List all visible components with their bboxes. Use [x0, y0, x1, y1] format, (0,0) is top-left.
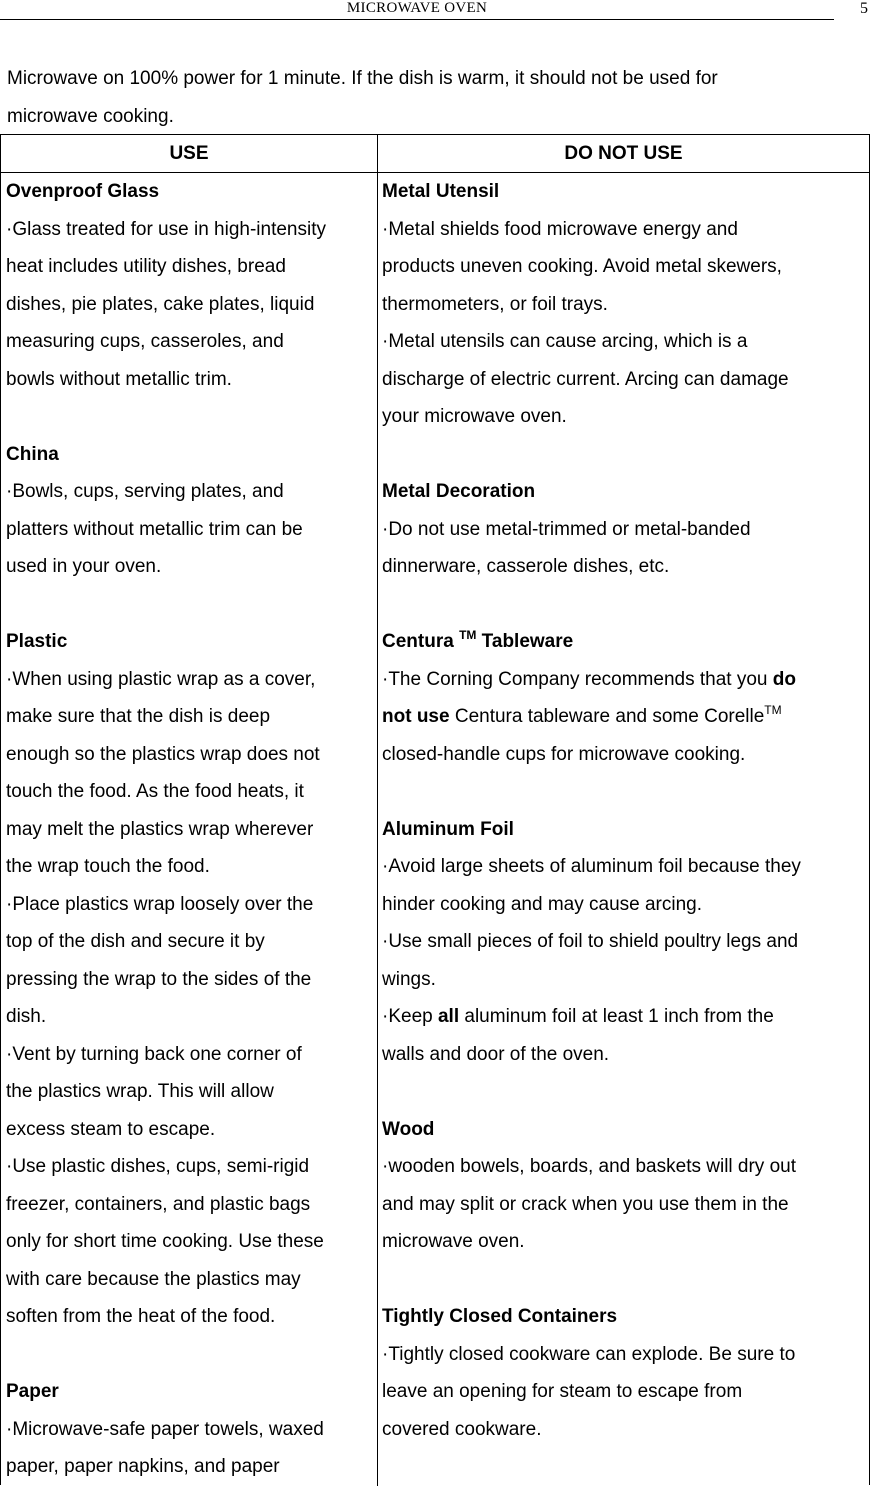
text-line: make sure that the dish is deep — [6, 706, 271, 727]
text-line: discharge of electric current. Arcing can damage — [382, 368, 789, 390]
text-line: thermometers, or foil trays. — [382, 293, 608, 315]
section-title-wood: Wood — [382, 1118, 435, 1140]
text-line: closed-handle cups for microwave cooking. — [382, 743, 746, 765]
microwave-utensils-table — [0, 134, 870, 1485]
section-title-ovenproof-glass: Ovenproof Glass — [6, 181, 160, 202]
spacer — [382, 773, 870, 811]
spacer — [382, 436, 870, 474]
use-column — [6, 173, 378, 1486]
intro-line: Microwave on 100% power for 1 minute. If the dish is warm, it should not be used for — [7, 68, 718, 89]
header-do-not-use: DO NOT USE — [564, 143, 683, 164]
intro-line: microwave cooking. — [7, 105, 174, 127]
text-line: ·Microwave-safe paper towels, waxed — [6, 1418, 324, 1440]
text-line: ·Avoid large sheets of aluminum foil because they — [382, 856, 801, 877]
text-line: hinder cooking and may cause arcing. — [382, 893, 703, 915]
page-number: 5 — [860, 0, 868, 17]
section-title-metal-decoration: Metal Decoration — [382, 481, 536, 502]
keep-bold: all — [437, 1006, 460, 1027]
spacer — [382, 1073, 870, 1111]
text-line: bowls without metallic trim. — [6, 368, 232, 390]
text-line: dinnerware, casserole dishes, etc. — [382, 556, 670, 577]
centura-line2-bold: not use — [382, 706, 450, 727]
spacer — [6, 586, 378, 624]
text-line — [382, 998, 870, 1036]
centura-line1-prefix: ·The Corning Company recommends that you — [382, 668, 773, 690]
page-header — [0, 0, 872, 22]
text-line: platters without metallic trim can be — [6, 518, 303, 540]
text-line — [382, 698, 870, 736]
trademark-mark: TM — [459, 628, 477, 642]
text-line: products uneven cooking. Avoid metal skewers, — [382, 256, 782, 277]
section-title-paper: Paper — [6, 1381, 59, 1402]
section-title-china: China — [6, 443, 59, 465]
text-line: with care because the plastics may — [6, 1268, 301, 1290]
text-line: only for short time cooking. Use these — [6, 1231, 324, 1252]
spacer — [382, 586, 870, 624]
text-line: ·Use small pieces of foil to shield poultry legs and — [382, 931, 799, 952]
text-line: enough so the plastics wrap does not — [6, 743, 320, 765]
keep-prefix: ·Keep — [382, 1006, 438, 1027]
text-line: ·Metal shields food microwave energy and — [382, 218, 738, 240]
text-line: excess steam to escape. — [6, 1118, 216, 1140]
section-title-tightly-closed-containers: Tightly Closed Containers — [382, 1306, 618, 1327]
text-line: ·Place plastics wrap loosely over the — [6, 893, 314, 915]
table-header-row — [1, 135, 869, 173]
keep-rest: aluminum foil at least 1 inch from the — [459, 1006, 774, 1027]
text-line: ·Glass treated for use in high-intensity — [6, 218, 326, 240]
text-line: paper, paper napkins, and paper — [6, 1456, 280, 1477]
intro-paragraph — [7, 60, 867, 135]
text-line: freezer, containers, and plastic bags — [6, 1193, 311, 1215]
centura-line2-rest: Centura tableware and some Corelle — [449, 706, 765, 727]
text-line: ·When using plastic wrap as a cover, — [6, 668, 316, 690]
text-line: and may split or crack when you use them in the — [382, 1193, 789, 1215]
centura-line1-bold: do — [772, 668, 796, 690]
text-line: ·Vent by turning back one corner of — [6, 1043, 302, 1065]
text-line: wings. — [382, 968, 436, 990]
header-rule — [0, 19, 834, 20]
text-line — [382, 661, 870, 699]
text-line: your microwave oven. — [382, 406, 567, 427]
text-line: ·Bowls, cups, serving plates, and — [6, 481, 284, 502]
text-line: covered cookware. — [382, 1418, 542, 1440]
text-line: pressing the wrap to the sides of the — [6, 968, 312, 990]
trademark-mark: TM — [764, 703, 782, 717]
header-title: MICROWAVE OVEN — [346, 0, 488, 16]
spacer — [382, 1261, 870, 1299]
text-line: dish. — [6, 1006, 47, 1027]
text-line: top of the dish and secure it by — [6, 931, 265, 952]
text-line: microwave oven. — [382, 1231, 525, 1252]
section-title-metal-utensil: Metal Utensil — [382, 181, 500, 202]
centura-title-prefix: Centura — [382, 631, 460, 652]
text-line: soften from the heat of the food. — [6, 1306, 276, 1327]
text-line: ·Tightly closed cookware can explode. Be sure to — [382, 1343, 796, 1365]
text-line: walls and door of the oven. — [382, 1043, 610, 1065]
centura-title-suffix: Tableware — [476, 631, 574, 652]
text-line: used in your oven. — [6, 556, 162, 577]
text-line: ·Do not use metal-trimmed or metal-banded — [382, 518, 751, 540]
text-line: ·Metal utensils can cause arcing, which is a — [382, 331, 748, 352]
text-line: measuring cups, casseroles, and — [6, 331, 284, 352]
text-line: ·wooden bowels, boards, and baskets will dry out — [382, 1156, 797, 1177]
text-line: touch the food. As the food heats, it — [6, 781, 304, 802]
text-line: may melt the plastics wrap wherever — [6, 818, 314, 840]
section-title-aluminum-foil: Aluminum Foil — [382, 818, 514, 840]
text-line: leave an opening for steam to escape from — [382, 1381, 743, 1402]
section-title-centura-tableware — [382, 623, 870, 661]
spacer — [6, 1336, 378, 1374]
text-line: the plastics wrap. This will allow — [6, 1081, 274, 1102]
section-title-plastic: Plastic — [6, 631, 68, 652]
text-line: dishes, pie plates, cake plates, liquid — [6, 293, 315, 315]
spacer — [6, 398, 378, 436]
do-not-use-column — [382, 173, 870, 1448]
text-line: ·Use plastic dishes, cups, semi-rigid — [6, 1156, 310, 1177]
text-line: heat includes utility dishes, bread — [6, 256, 286, 277]
header-use: USE — [169, 143, 209, 164]
text-line: the wrap touch the food. — [6, 856, 210, 877]
